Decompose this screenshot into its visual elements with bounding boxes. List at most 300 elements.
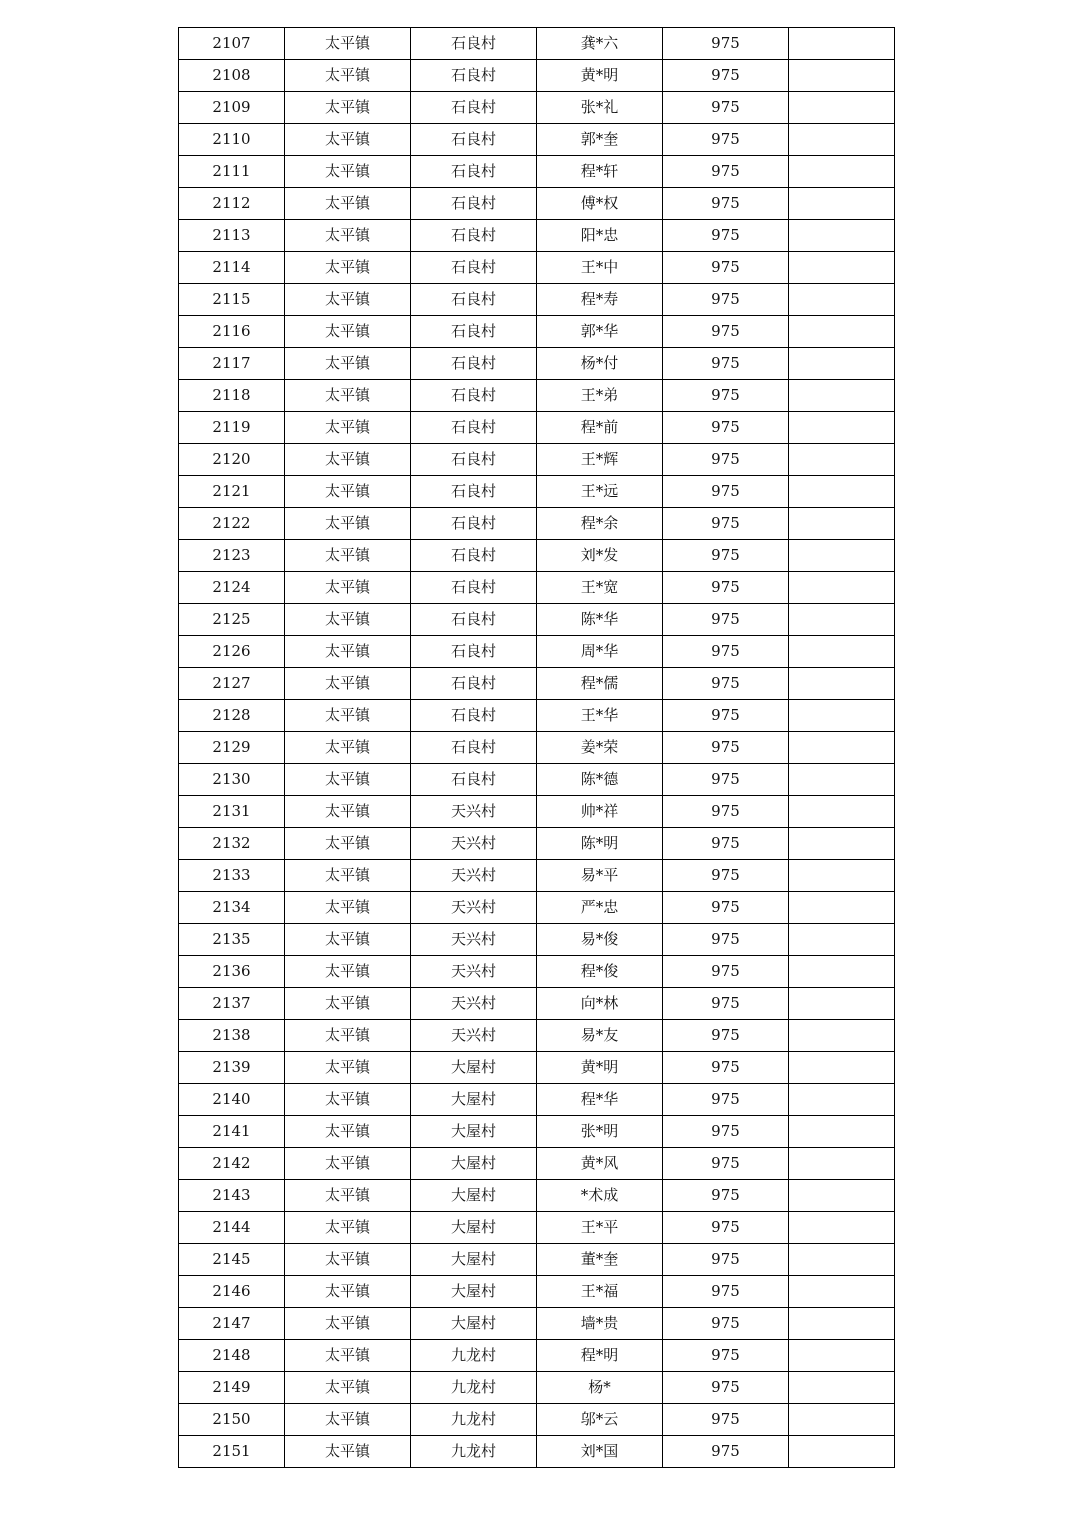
town-cell: 太平镇 <box>285 828 411 860</box>
name-cell: 黄*明 <box>537 1052 663 1084</box>
table-row <box>179 700 895 732</box>
name-cell: 程*余 <box>537 508 663 540</box>
village-cell: 天兴村 <box>411 860 537 892</box>
town-cell: 太平镇 <box>285 1084 411 1116</box>
row-number-cell: 2140 <box>179 1084 285 1116</box>
name-cell: 王*远 <box>537 476 663 508</box>
name-cell: 刘*国 <box>537 1436 663 1468</box>
row-number-cell: 2126 <box>179 636 285 668</box>
amount-cell: 975 <box>663 540 789 572</box>
row-number-cell: 2145 <box>179 1244 285 1276</box>
note-cell <box>789 380 895 412</box>
name-cell: 陈*华 <box>537 604 663 636</box>
table-row <box>179 1116 895 1148</box>
amount-cell: 975 <box>663 220 789 252</box>
town-cell: 太平镇 <box>285 220 411 252</box>
name-cell: 龚*六 <box>537 28 663 60</box>
town-cell: 太平镇 <box>285 28 411 60</box>
name-cell: 程*俊 <box>537 956 663 988</box>
town-cell: 太平镇 <box>285 988 411 1020</box>
town-cell: 太平镇 <box>285 252 411 284</box>
name-cell: 王*弟 <box>537 380 663 412</box>
table-row <box>179 476 895 508</box>
town-cell: 太平镇 <box>285 1052 411 1084</box>
row-number-cell: 2123 <box>179 540 285 572</box>
table-row <box>179 860 895 892</box>
note-cell <box>789 1116 895 1148</box>
amount-cell: 975 <box>663 316 789 348</box>
town-cell: 太平镇 <box>285 1308 411 1340</box>
name-cell: 易*俊 <box>537 924 663 956</box>
note-cell <box>789 892 895 924</box>
table-row <box>179 412 895 444</box>
row-number-cell: 2110 <box>179 124 285 156</box>
amount-cell: 975 <box>663 1084 789 1116</box>
village-cell: 大屋村 <box>411 1212 537 1244</box>
amount-cell: 975 <box>663 924 789 956</box>
town-cell: 太平镇 <box>285 316 411 348</box>
row-number-cell: 2132 <box>179 828 285 860</box>
row-number-cell: 2112 <box>179 188 285 220</box>
amount-cell: 975 <box>663 1116 789 1148</box>
row-number-cell: 2138 <box>179 1020 285 1052</box>
table-row <box>179 1052 895 1084</box>
amount-cell: 975 <box>663 956 789 988</box>
table-row <box>179 572 895 604</box>
town-cell: 太平镇 <box>285 1404 411 1436</box>
amount-cell: 975 <box>663 796 789 828</box>
name-cell: 张*明 <box>537 1116 663 1148</box>
name-cell: 邬*云 <box>537 1404 663 1436</box>
name-cell: 黄*风 <box>537 1148 663 1180</box>
table-row <box>179 316 895 348</box>
row-number-cell: 2144 <box>179 1212 285 1244</box>
table-row <box>179 668 895 700</box>
table-row <box>179 1148 895 1180</box>
name-cell: 程*前 <box>537 412 663 444</box>
table-row <box>179 892 895 924</box>
note-cell <box>789 1244 895 1276</box>
note-cell <box>789 444 895 476</box>
table-row <box>179 764 895 796</box>
name-cell: 严*忠 <box>537 892 663 924</box>
table-row <box>179 988 895 1020</box>
table-row <box>179 188 895 220</box>
name-cell: 程*华 <box>537 1084 663 1116</box>
village-cell: 石良村 <box>411 668 537 700</box>
table-row <box>179 380 895 412</box>
village-cell: 大屋村 <box>411 1084 537 1116</box>
row-number-cell: 2131 <box>179 796 285 828</box>
note-cell <box>789 572 895 604</box>
village-cell: 石良村 <box>411 284 537 316</box>
town-cell: 太平镇 <box>285 572 411 604</box>
note-cell <box>789 412 895 444</box>
note-cell <box>789 636 895 668</box>
row-number-cell: 2146 <box>179 1276 285 1308</box>
row-number-cell: 2107 <box>179 28 285 60</box>
town-cell: 太平镇 <box>285 92 411 124</box>
village-cell: 九龙村 <box>411 1340 537 1372</box>
row-number-cell: 2117 <box>179 348 285 380</box>
note-cell <box>789 124 895 156</box>
amount-cell: 975 <box>663 380 789 412</box>
table-row <box>179 1020 895 1052</box>
row-number-cell: 2143 <box>179 1180 285 1212</box>
town-cell: 太平镇 <box>285 796 411 828</box>
village-cell: 石良村 <box>411 636 537 668</box>
amount-cell: 975 <box>663 284 789 316</box>
note-cell <box>789 316 895 348</box>
village-cell: 天兴村 <box>411 796 537 828</box>
amount-cell: 975 <box>663 1276 789 1308</box>
amount-cell: 975 <box>663 572 789 604</box>
table-row <box>179 540 895 572</box>
village-cell: 九龙村 <box>411 1436 537 1468</box>
table-row <box>179 284 895 316</box>
row-number-cell: 2151 <box>179 1436 285 1468</box>
village-cell: 石良村 <box>411 444 537 476</box>
table-row <box>179 1308 895 1340</box>
row-number-cell: 2137 <box>179 988 285 1020</box>
village-cell: 天兴村 <box>411 1020 537 1052</box>
name-cell: 墙*贵 <box>537 1308 663 1340</box>
table-row <box>179 1340 895 1372</box>
note-cell <box>789 1180 895 1212</box>
town-cell: 太平镇 <box>285 476 411 508</box>
town-cell: 太平镇 <box>285 732 411 764</box>
note-cell <box>789 796 895 828</box>
town-cell: 太平镇 <box>285 764 411 796</box>
row-number-cell: 2136 <box>179 956 285 988</box>
name-cell: 姜*荣 <box>537 732 663 764</box>
amount-cell: 975 <box>663 1020 789 1052</box>
town-cell: 太平镇 <box>285 1148 411 1180</box>
table-row <box>179 924 895 956</box>
name-cell: 王*辉 <box>537 444 663 476</box>
village-cell: 天兴村 <box>411 988 537 1020</box>
table-row <box>179 1436 895 1468</box>
name-cell: 程*明 <box>537 1340 663 1372</box>
amount-cell: 975 <box>663 348 789 380</box>
note-cell <box>789 700 895 732</box>
amount-cell: 975 <box>663 668 789 700</box>
village-cell: 石良村 <box>411 316 537 348</box>
amount-cell: 975 <box>663 764 789 796</box>
name-cell: *术成 <box>537 1180 663 1212</box>
table-row <box>179 636 895 668</box>
village-cell: 石良村 <box>411 28 537 60</box>
village-cell: 石良村 <box>411 604 537 636</box>
row-number-cell: 2109 <box>179 92 285 124</box>
table-row <box>179 1180 895 1212</box>
note-cell <box>789 28 895 60</box>
row-number-cell: 2149 <box>179 1372 285 1404</box>
village-cell: 九龙村 <box>411 1372 537 1404</box>
village-cell: 天兴村 <box>411 956 537 988</box>
name-cell: 杨*付 <box>537 348 663 380</box>
amount-cell: 975 <box>663 604 789 636</box>
table-row <box>179 252 895 284</box>
table-row <box>179 956 895 988</box>
table-row <box>179 1244 895 1276</box>
note-cell <box>789 188 895 220</box>
note-cell <box>789 540 895 572</box>
table-row <box>179 604 895 636</box>
note-cell <box>789 284 895 316</box>
name-cell: 王*平 <box>537 1212 663 1244</box>
table-row <box>179 348 895 380</box>
name-cell: 傅*权 <box>537 188 663 220</box>
row-number-cell: 2118 <box>179 380 285 412</box>
amount-cell: 975 <box>663 476 789 508</box>
village-cell: 石良村 <box>411 700 537 732</box>
village-cell: 石良村 <box>411 92 537 124</box>
name-cell: 易*友 <box>537 1020 663 1052</box>
town-cell: 太平镇 <box>285 444 411 476</box>
row-number-cell: 2133 <box>179 860 285 892</box>
amount-cell: 975 <box>663 28 789 60</box>
table-row <box>179 60 895 92</box>
village-cell: 石良村 <box>411 156 537 188</box>
village-cell: 大屋村 <box>411 1244 537 1276</box>
row-number-cell: 2130 <box>179 764 285 796</box>
village-cell: 天兴村 <box>411 924 537 956</box>
table-row <box>179 1084 895 1116</box>
note-cell <box>789 156 895 188</box>
table-row <box>179 732 895 764</box>
note-cell <box>789 668 895 700</box>
table-row <box>179 124 895 156</box>
table-row <box>179 1276 895 1308</box>
village-cell: 大屋村 <box>411 1116 537 1148</box>
village-cell: 天兴村 <box>411 828 537 860</box>
town-cell: 太平镇 <box>285 956 411 988</box>
amount-cell: 975 <box>663 412 789 444</box>
town-cell: 太平镇 <box>285 156 411 188</box>
note-cell <box>789 1436 895 1468</box>
row-number-cell: 2115 <box>179 284 285 316</box>
note-cell <box>789 1308 895 1340</box>
table-row <box>179 796 895 828</box>
note-cell <box>789 828 895 860</box>
table-row <box>179 828 895 860</box>
row-number-cell: 2134 <box>179 892 285 924</box>
row-number-cell: 2125 <box>179 604 285 636</box>
town-cell: 太平镇 <box>285 60 411 92</box>
amount-cell: 975 <box>663 1052 789 1084</box>
table-row <box>179 1372 895 1404</box>
name-cell: 郭*华 <box>537 316 663 348</box>
name-cell: 杨* <box>537 1372 663 1404</box>
note-cell <box>789 860 895 892</box>
row-number-cell: 2111 <box>179 156 285 188</box>
amount-cell: 975 <box>663 92 789 124</box>
note-cell <box>789 92 895 124</box>
note-cell <box>789 1084 895 1116</box>
table-row <box>179 1212 895 1244</box>
town-cell: 太平镇 <box>285 1020 411 1052</box>
note-cell <box>789 924 895 956</box>
name-cell: 帅*祥 <box>537 796 663 828</box>
note-cell <box>789 1404 895 1436</box>
table-row <box>179 92 895 124</box>
note-cell <box>789 988 895 1020</box>
name-cell: 刘*发 <box>537 540 663 572</box>
name-cell: 董*奎 <box>537 1244 663 1276</box>
table-row <box>179 444 895 476</box>
roster-table <box>178 27 895 1468</box>
town-cell: 太平镇 <box>285 604 411 636</box>
town-cell: 太平镇 <box>285 1372 411 1404</box>
note-cell <box>789 1020 895 1052</box>
town-cell: 太平镇 <box>285 508 411 540</box>
row-number-cell: 2120 <box>179 444 285 476</box>
note-cell <box>789 508 895 540</box>
note-cell <box>789 604 895 636</box>
amount-cell: 975 <box>663 892 789 924</box>
note-cell <box>789 252 895 284</box>
name-cell: 郭*奎 <box>537 124 663 156</box>
name-cell: 陈*明 <box>537 828 663 860</box>
name-cell: 王*华 <box>537 700 663 732</box>
note-cell <box>789 1148 895 1180</box>
village-cell: 石良村 <box>411 220 537 252</box>
name-cell: 陈*德 <box>537 764 663 796</box>
note-cell <box>789 1052 895 1084</box>
village-cell: 九龙村 <box>411 1404 537 1436</box>
village-cell: 石良村 <box>411 476 537 508</box>
row-number-cell: 2108 <box>179 60 285 92</box>
town-cell: 太平镇 <box>285 1212 411 1244</box>
village-cell: 石良村 <box>411 732 537 764</box>
amount-cell: 975 <box>663 1148 789 1180</box>
note-cell <box>789 956 895 988</box>
row-number-cell: 2127 <box>179 668 285 700</box>
amount-cell: 975 <box>663 1340 789 1372</box>
village-cell: 石良村 <box>411 188 537 220</box>
name-cell: 周*华 <box>537 636 663 668</box>
amount-cell: 975 <box>663 1372 789 1404</box>
town-cell: 太平镇 <box>285 1244 411 1276</box>
village-cell: 石良村 <box>411 508 537 540</box>
amount-cell: 975 <box>663 188 789 220</box>
row-number-cell: 2142 <box>179 1148 285 1180</box>
note-cell <box>789 764 895 796</box>
table-row <box>179 28 895 60</box>
amount-cell: 975 <box>663 444 789 476</box>
row-number-cell: 2113 <box>179 220 285 252</box>
town-cell: 太平镇 <box>285 1340 411 1372</box>
amount-cell: 975 <box>663 1404 789 1436</box>
name-cell: 程*轩 <box>537 156 663 188</box>
name-cell: 易*平 <box>537 860 663 892</box>
name-cell: 阳*忠 <box>537 220 663 252</box>
row-number-cell: 2121 <box>179 476 285 508</box>
amount-cell: 975 <box>663 700 789 732</box>
row-number-cell: 2114 <box>179 252 285 284</box>
village-cell: 石良村 <box>411 764 537 796</box>
name-cell: 张*礼 <box>537 92 663 124</box>
amount-cell: 975 <box>663 1436 789 1468</box>
name-cell: 程*儒 <box>537 668 663 700</box>
town-cell: 太平镇 <box>285 860 411 892</box>
village-cell: 天兴村 <box>411 892 537 924</box>
row-number-cell: 2122 <box>179 508 285 540</box>
amount-cell: 975 <box>663 60 789 92</box>
amount-cell: 975 <box>663 636 789 668</box>
town-cell: 太平镇 <box>285 188 411 220</box>
roster-table-body <box>179 28 895 1468</box>
village-cell: 大屋村 <box>411 1308 537 1340</box>
row-number-cell: 2147 <box>179 1308 285 1340</box>
village-cell: 石良村 <box>411 60 537 92</box>
town-cell: 太平镇 <box>285 412 411 444</box>
town-cell: 太平镇 <box>285 1180 411 1212</box>
amount-cell: 975 <box>663 828 789 860</box>
town-cell: 太平镇 <box>285 700 411 732</box>
village-cell: 大屋村 <box>411 1180 537 1212</box>
amount-cell: 975 <box>663 732 789 764</box>
note-cell <box>789 60 895 92</box>
town-cell: 太平镇 <box>285 1276 411 1308</box>
name-cell: 王*福 <box>537 1276 663 1308</box>
name-cell: 程*寿 <box>537 284 663 316</box>
town-cell: 太平镇 <box>285 892 411 924</box>
table-row <box>179 1404 895 1436</box>
village-cell: 大屋村 <box>411 1148 537 1180</box>
amount-cell: 975 <box>663 988 789 1020</box>
amount-cell: 975 <box>663 508 789 540</box>
row-number-cell: 2139 <box>179 1052 285 1084</box>
note-cell <box>789 220 895 252</box>
note-cell <box>789 1340 895 1372</box>
row-number-cell: 2148 <box>179 1340 285 1372</box>
town-cell: 太平镇 <box>285 668 411 700</box>
amount-cell: 975 <box>663 1212 789 1244</box>
village-cell: 大屋村 <box>411 1052 537 1084</box>
village-cell: 大屋村 <box>411 1276 537 1308</box>
amount-cell: 975 <box>663 156 789 188</box>
village-cell: 石良村 <box>411 572 537 604</box>
row-number-cell: 2135 <box>179 924 285 956</box>
name-cell: 王*中 <box>537 252 663 284</box>
row-number-cell: 2150 <box>179 1404 285 1436</box>
note-cell <box>789 1276 895 1308</box>
name-cell: 黄*明 <box>537 60 663 92</box>
row-number-cell: 2141 <box>179 1116 285 1148</box>
town-cell: 太平镇 <box>285 1436 411 1468</box>
row-number-cell: 2128 <box>179 700 285 732</box>
note-cell <box>789 1212 895 1244</box>
amount-cell: 975 <box>663 860 789 892</box>
amount-cell: 975 <box>663 1244 789 1276</box>
amount-cell: 975 <box>663 252 789 284</box>
town-cell: 太平镇 <box>285 540 411 572</box>
amount-cell: 975 <box>663 1180 789 1212</box>
town-cell: 太平镇 <box>285 124 411 156</box>
name-cell: 王*宽 <box>537 572 663 604</box>
note-cell <box>789 476 895 508</box>
row-number-cell: 2119 <box>179 412 285 444</box>
town-cell: 太平镇 <box>285 1116 411 1148</box>
town-cell: 太平镇 <box>285 636 411 668</box>
village-cell: 石良村 <box>411 412 537 444</box>
village-cell: 石良村 <box>411 252 537 284</box>
table-row <box>179 508 895 540</box>
row-number-cell: 2129 <box>179 732 285 764</box>
row-number-cell: 2116 <box>179 316 285 348</box>
